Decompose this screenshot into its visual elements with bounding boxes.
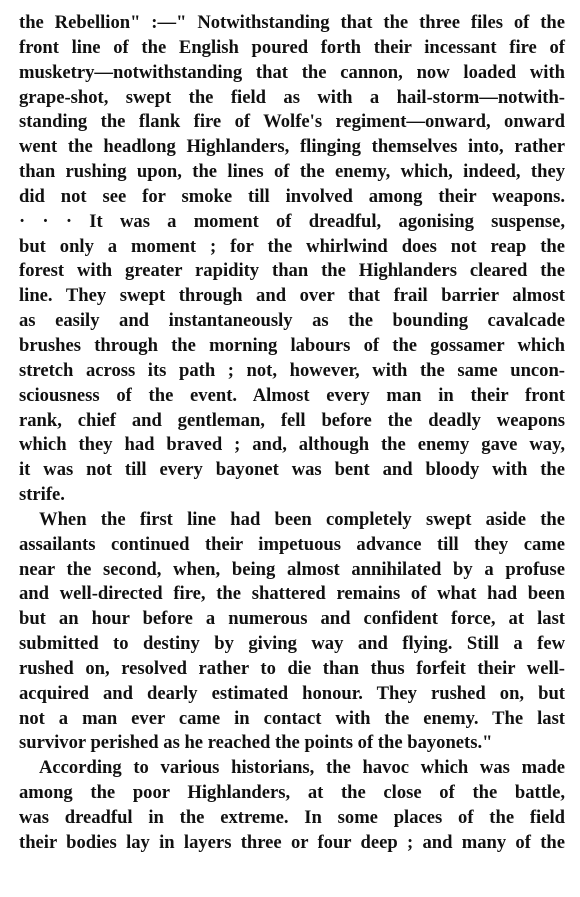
- text-line: their bodies lay in layers three or four deep ; and many of the: [19, 831, 565, 853]
- text-line: According to various historians, the havoc which was made: [39, 757, 565, 779]
- text-line: it was not till every bayonet was bent and bloody with the: [19, 459, 565, 481]
- text-line: but an hour before a numerous and confident force, at last: [19, 608, 565, 630]
- text-line: sciousness of the event. Almost every man in their front: [19, 384, 565, 406]
- text-line: acquired and dearly estimated honour. They rushed on, but: [19, 682, 565, 704]
- book-page-text: [19, 11, 565, 856]
- text-line: among the poor Highlanders, at the close of the battle,: [19, 782, 565, 804]
- text-line: which they had braved ; and, although the enemy gave way,: [19, 434, 565, 456]
- text-line: than rushing upon, the lines of the enemy, which, indeed, they: [19, 161, 565, 183]
- text-line: submitted to destiny by giving way and flying. Still a few: [19, 633, 565, 655]
- text-line: was dreadful in the extreme. In some places of the field: [19, 807, 565, 828]
- text-line: near the second, when, being almost annihilated by a profuse: [19, 558, 565, 580]
- text-line: not a man ever came in contact with the enemy. The last: [19, 707, 565, 729]
- text-line: assailants continued their impetuous advance till they came: [19, 533, 565, 555]
- text-line: stretch across its path ; not, however, with the same uncon-: [19, 359, 565, 381]
- text-line: survivor perished as he reached the points of the bayonets.": [19, 732, 493, 754]
- text-line: rushed on, resolved rather to die than thus forfeit their well-: [19, 657, 565, 679]
- text-line: the Rebellion" :—" Notwithstanding that the three files of the: [19, 12, 565, 33]
- text-line: as easily and instantaneously as the bounding cavalcade: [19, 310, 565, 332]
- text-line: forest with greater rapidity than the Highlanders cleared the: [19, 260, 565, 282]
- text-line: front line of the English poured forth their incessant fire of: [19, 36, 565, 58]
- text-line: and well-directed fire, the shattered remains of what had been: [19, 583, 565, 605]
- text-line: strife.: [19, 484, 65, 506]
- text-line: When the first line had been completely swept aside the: [39, 508, 565, 530]
- text-line: line. They swept through and over that frail barrier almost: [19, 285, 565, 307]
- text-line: but only a moment ; for the whirlwind does not reap the: [19, 235, 565, 257]
- text-line: rank, chief and gentleman, fell before the deadly weapons: [19, 409, 565, 431]
- text-line: grape-shot, swept the field as with a hail-storm—notwith-: [19, 86, 565, 108]
- text-line: standing the flank fire of Wolfe's regiment—onward, onward: [19, 111, 565, 133]
- text-line: brushes through the morning labours of the gossamer which: [19, 334, 565, 356]
- text-line: did not see for smoke till involved among their weapons.: [19, 185, 565, 207]
- text-line: musketry—notwithstanding that the cannon, now loaded with: [19, 61, 565, 83]
- text-line: · · · It was a moment of dreadful, agonising suspense,: [19, 210, 565, 232]
- text-line: went the headlong Highlanders, flinging themselves into, rather: [19, 136, 565, 158]
